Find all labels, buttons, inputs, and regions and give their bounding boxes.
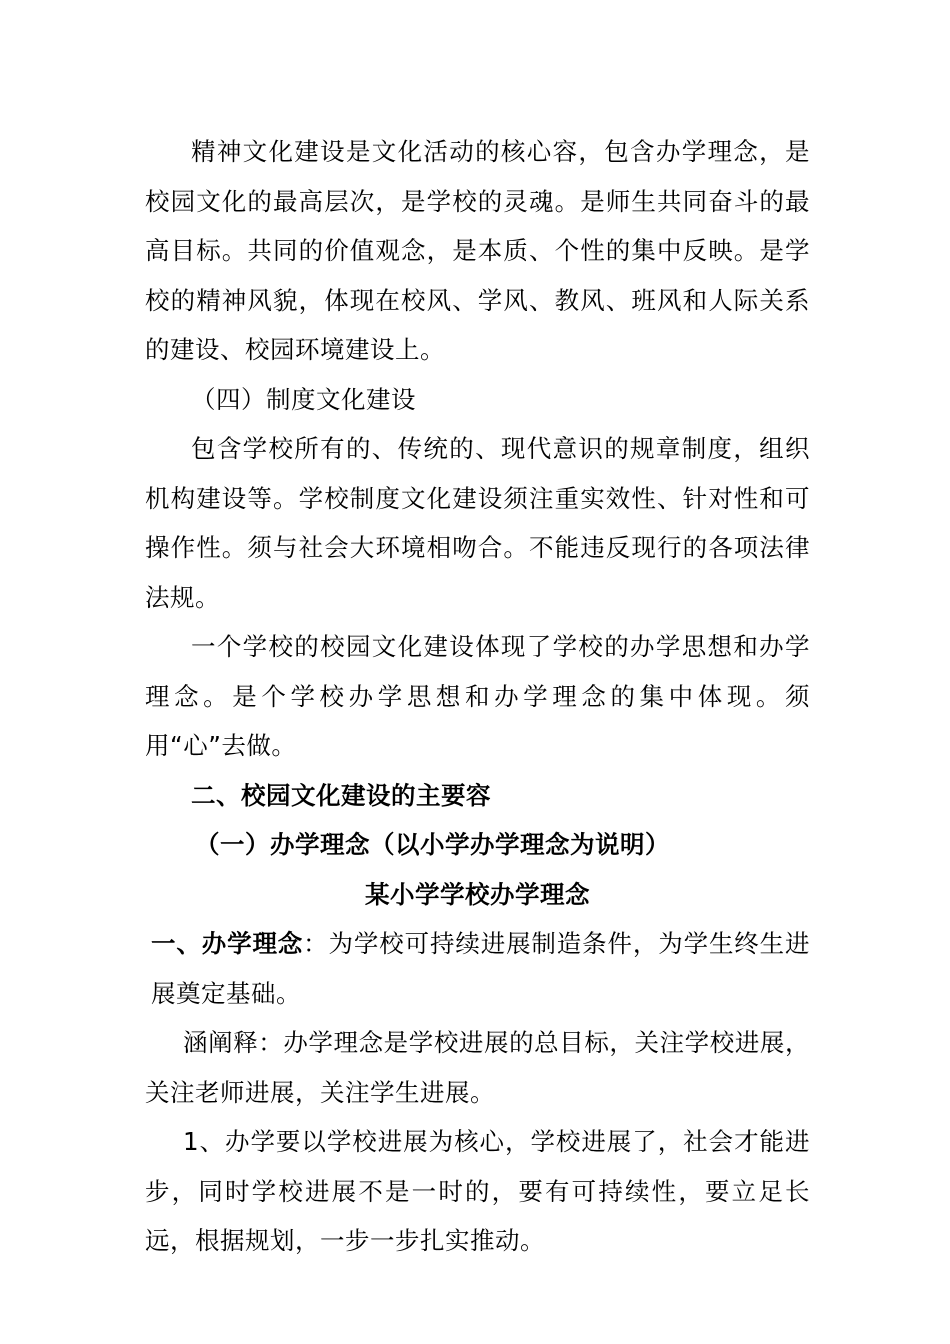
paragraph-philosophy-definition [145,919,810,1018]
heading-primary-school-philosophy: 某小学学校办学理念 [365,879,590,909]
philosophy-label: 一、办学理念 [151,929,304,958]
philosophy-text: 为学校可持续进展制造条件，为学生终生进展奠定基础。 [151,929,811,1008]
paragraph-philosophy-explanation: 涵阐释：办学理念是学校进展的总目标，关注学校进展，关注老师进展，关注学生进展。 [145,1028,810,1107]
paragraph-system-culture: 包含学校所有的、传统的、现代意识的规章制度，组织机构建设等。学校制度文化建设须注重实效性、针对性和可操作性。须与社会大环境相吻合。不能违反现行的各项法律法规。 [145,434,810,612]
heading-system-culture: （四）制度文化建设 [191,384,416,414]
heading-main-content: 二、校园文化建设的主要容 [191,780,491,810]
paragraph-school-culture-summary: 一个学校的校园文化建设体现了学校的办学思想和办学理念。是个学校办学思想和办学理念的集中体现。须用“心”去做。 [145,632,810,760]
philosophy-label-separator: ： [303,929,329,958]
paragraph-spiritual-culture: 精神文化建设是文化活动的核心容，包含办学理念，是校园文化的最高层次，是学校的灵魂。是师生共同奋斗的最高目标。共同的价值观念，是本质、个性的集中反映。是学校的精神风貌，体现在校风、学风、教风、班风和人际关系的建设、校园环境建设上。 [145,137,810,364]
paragraph-philosophy-point-1: 1、办学要以学校进展为核心，学校进展了，社会才能进步，同时学校进展不是一时的，要有可持续性，要立足长远，根据规划，一步一步扎实推动。 [145,1127,810,1255]
document-page [145,127,810,1266]
heading-school-philosophy: （一）办学理念（以小学办学理念为说明） [195,830,670,859]
